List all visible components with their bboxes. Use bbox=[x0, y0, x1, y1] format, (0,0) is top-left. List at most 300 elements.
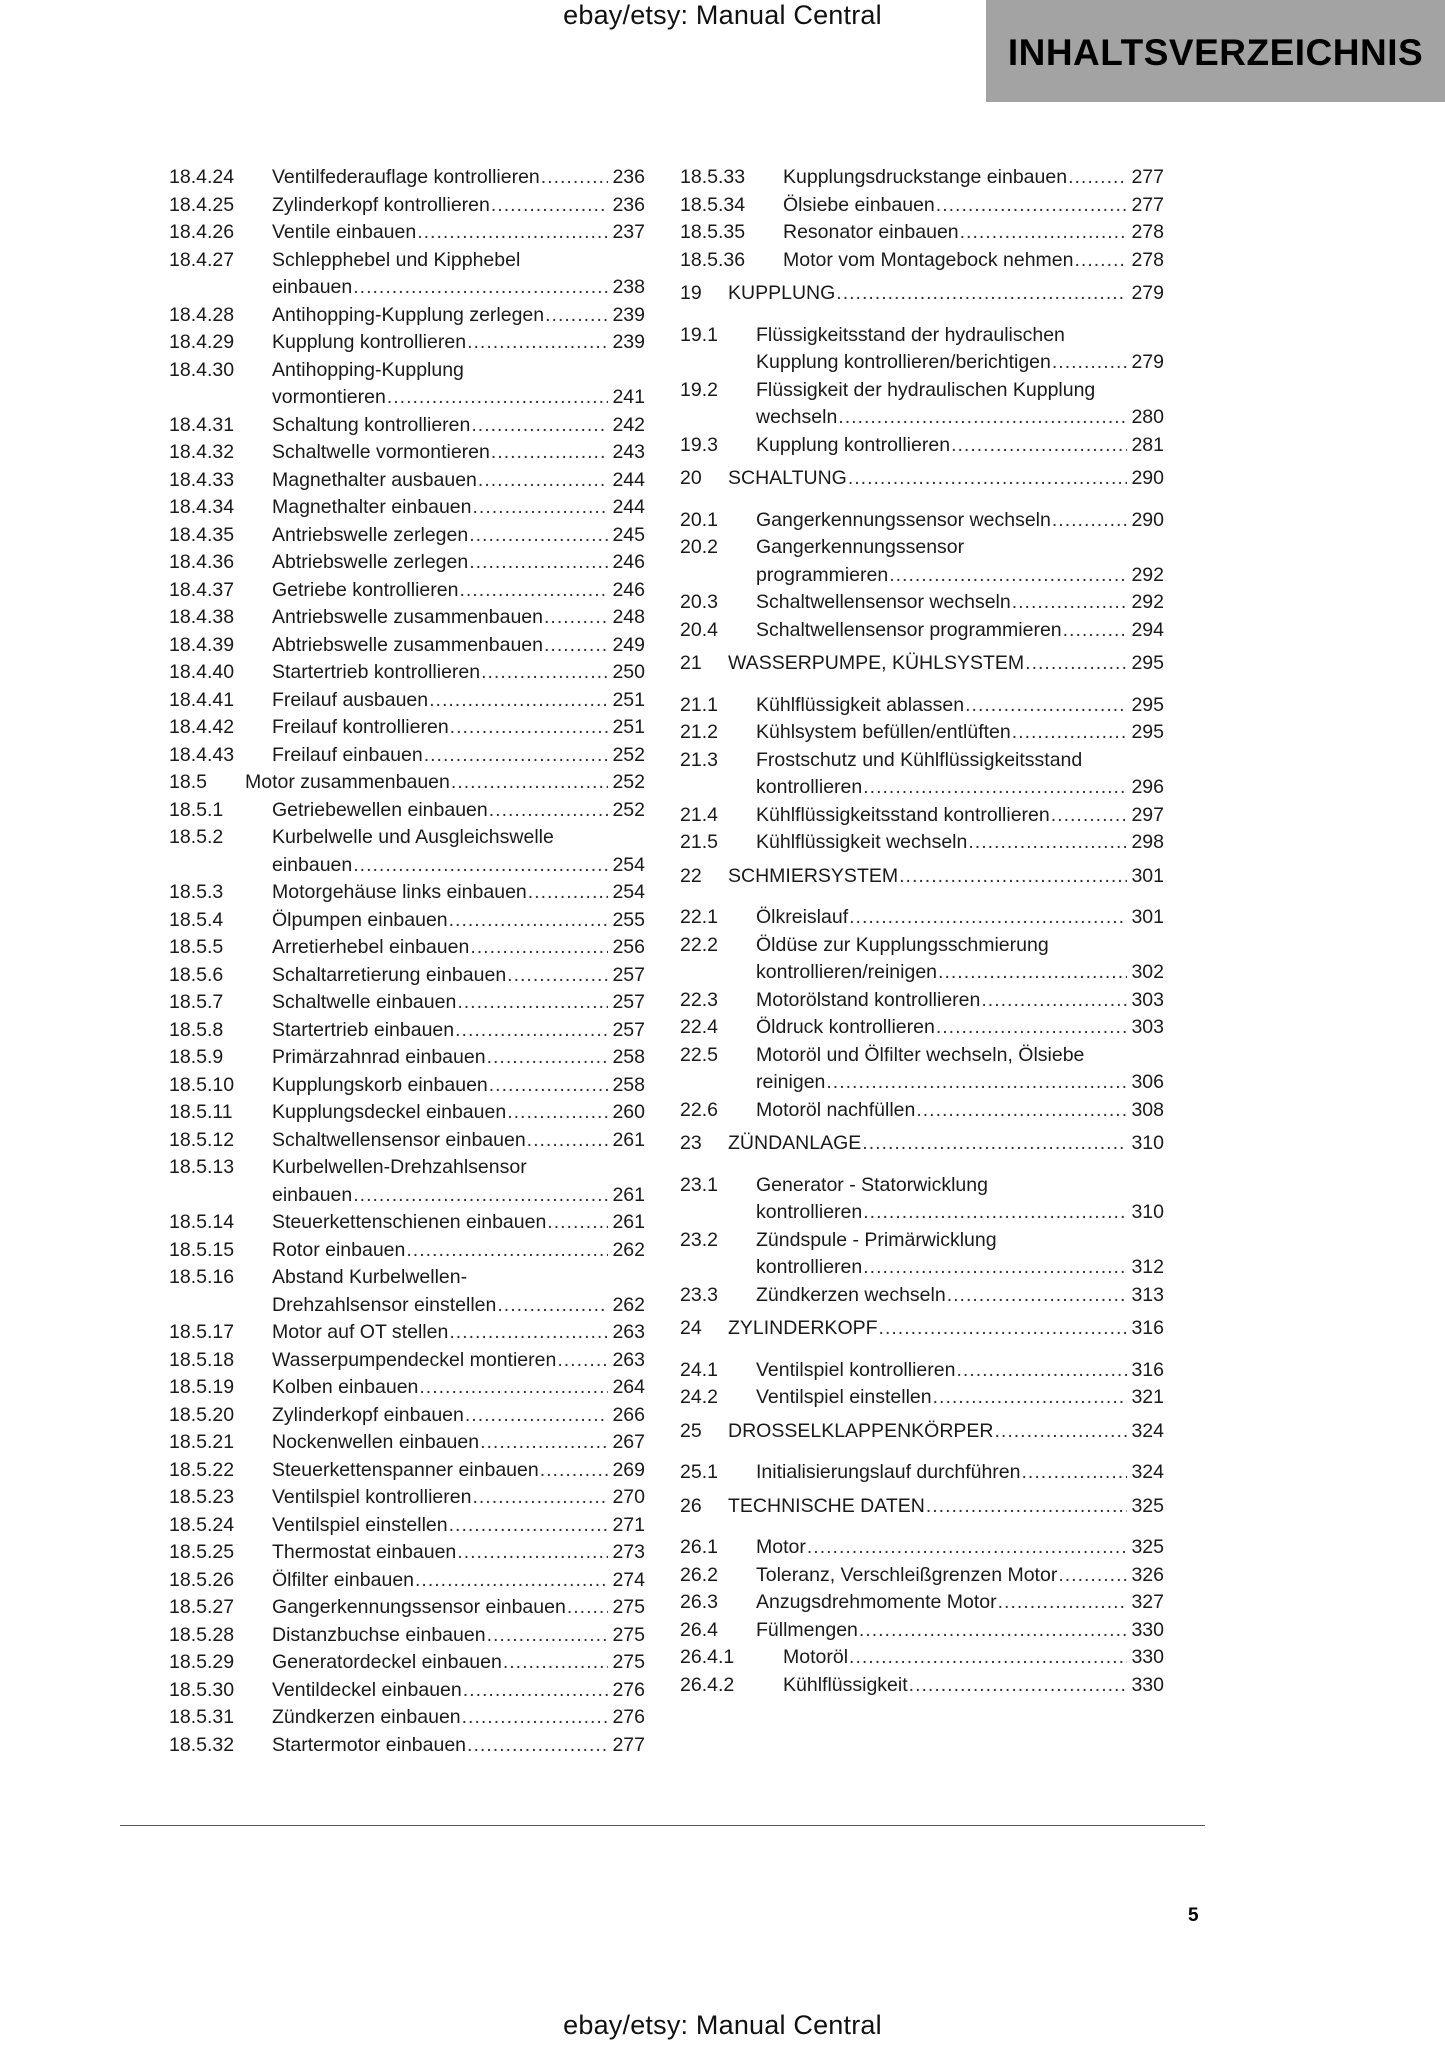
toc-entry-page: 257 bbox=[612, 963, 645, 986]
dot-leader bbox=[473, 494, 609, 522]
toc-entry-title: kontrollieren bbox=[756, 1201, 863, 1223]
toc-entry[interactable] bbox=[169, 604, 645, 632]
toc-entry[interactable] bbox=[680, 692, 1164, 720]
toc-entry[interactable] bbox=[169, 522, 645, 550]
dot-leader bbox=[463, 1677, 609, 1705]
toc-entry-title: Startertrieb einbauen bbox=[272, 1018, 455, 1041]
dot-leader bbox=[947, 1282, 1128, 1310]
toc-entry[interactable] bbox=[680, 1672, 1164, 1700]
dot-leader bbox=[916, 1097, 1127, 1125]
toc-entry[interactable] bbox=[169, 1044, 645, 1072]
toc-entry-title: Steuerkettenschienen einbauen bbox=[272, 1211, 547, 1233]
dot-leader bbox=[544, 632, 608, 660]
toc-entry-title: KUPPLUNG bbox=[728, 282, 836, 304]
toc-entry[interactable] bbox=[169, 1649, 645, 1677]
toc-entry[interactable] bbox=[680, 904, 1164, 932]
toc-entry-page: 297 bbox=[1131, 803, 1164, 826]
dot-leader bbox=[353, 852, 608, 880]
toc-entry-title: Zündkerzen einbauen bbox=[272, 1706, 461, 1728]
toc-entry-title: Motoröl nachfüllen bbox=[756, 1098, 916, 1121]
toc-entry[interactable] bbox=[169, 1374, 645, 1402]
toc-entry-number: 19.2 bbox=[680, 378, 718, 401]
toc-entry-number: 18.5.18 bbox=[169, 1348, 235, 1371]
toc-entry-title: ZÜNDANLAGE bbox=[728, 1132, 862, 1154]
toc-entry-page: 273 bbox=[612, 1541, 645, 1563]
toc-entry-page: 303 bbox=[1131, 1016, 1164, 1038]
toc-entry-page: 276 bbox=[612, 1678, 645, 1701]
toc-entry[interactable] bbox=[680, 1534, 1164, 1562]
page-title: INHALTSVERZEICHNIS bbox=[1007, 32, 1424, 73]
toc-entry[interactable] bbox=[169, 769, 645, 797]
toc-entry[interactable] bbox=[169, 1704, 645, 1732]
toc-entry-title: Startermotor einbauen bbox=[272, 1733, 467, 1756]
toc-entry[interactable] bbox=[169, 797, 645, 825]
toc-entry-number: 22.2 bbox=[680, 933, 718, 956]
dot-leader bbox=[951, 432, 1127, 460]
toc-entry-title: SCHMIERSYSTEM bbox=[728, 864, 899, 887]
dot-leader bbox=[863, 1254, 1127, 1282]
toc-entry[interactable] bbox=[680, 164, 1164, 192]
dot-leader bbox=[481, 659, 608, 687]
toc-entry-title: ZYLINDERKOPF bbox=[728, 1317, 878, 1339]
toc-entry-page: 252 bbox=[612, 771, 645, 793]
toc-entry-number: 20.4 bbox=[680, 618, 718, 641]
toc-entry[interactable] bbox=[169, 1539, 645, 1567]
toc-entry-page: 258 bbox=[612, 1046, 645, 1068]
toc-entry[interactable] bbox=[169, 989, 645, 1017]
toc-entry-page: 278 bbox=[1131, 248, 1164, 271]
toc-entry-number: 18.5.32 bbox=[169, 1733, 235, 1756]
toc-entry[interactable] bbox=[169, 1567, 645, 1595]
toc-entry-page: 251 bbox=[612, 716, 645, 738]
toc-entry-page: 261 bbox=[612, 1211, 645, 1233]
toc-chapter-entry[interactable] bbox=[680, 863, 1164, 891]
toc-entry[interactable] bbox=[169, 1072, 645, 1100]
toc-entry-title: Anzugsdrehmomente Motor bbox=[756, 1591, 997, 1613]
toc-entry-page: 324 bbox=[1131, 1461, 1164, 1483]
dot-leader bbox=[1012, 719, 1128, 747]
toc-entry-page: 258 bbox=[612, 1073, 645, 1096]
dot-leader bbox=[478, 467, 609, 495]
toc-entry-title: Kupplungsdeckel einbauen bbox=[272, 1101, 507, 1123]
toc-entry-number: 18.4.42 bbox=[169, 716, 235, 738]
dot-leader bbox=[541, 164, 609, 192]
toc-entry-title: Kolben einbauen bbox=[272, 1376, 419, 1398]
toc-entry-title: reinigen bbox=[756, 1071, 826, 1093]
toc-entry-page: 321 bbox=[1131, 1386, 1164, 1408]
toc-entry-page: 281 bbox=[1131, 433, 1164, 456]
toc-entry[interactable] bbox=[169, 742, 645, 770]
toc-entry-page: 290 bbox=[1131, 508, 1164, 531]
toc-entry[interactable] bbox=[169, 934, 645, 962]
toc-entry-number: 18.4.36 bbox=[169, 551, 235, 573]
toc-entry-number: 18.4.33 bbox=[169, 468, 235, 491]
toc-entry-title: programmieren bbox=[756, 563, 889, 586]
dot-leader bbox=[429, 687, 608, 715]
dot-leader bbox=[567, 1594, 609, 1622]
toc-entry-number: 18.4.41 bbox=[169, 688, 235, 711]
toc-entry[interactable] bbox=[169, 1512, 645, 1540]
toc-entry-title: Schaltung kontrollieren bbox=[272, 413, 471, 436]
toc-entry[interactable] bbox=[169, 1732, 645, 1760]
toc-entry-number: 18.4.39 bbox=[169, 633, 235, 656]
dot-leader bbox=[1052, 507, 1128, 535]
toc-entry-page: 277 bbox=[1131, 193, 1164, 216]
toc-entry-number: 18.4.43 bbox=[169, 743, 235, 766]
toc-entry-page: 256 bbox=[612, 936, 645, 958]
toc-entry-title: Kurbelwellen-Drehzahlsensor bbox=[272, 1156, 527, 1178]
toc-entry[interactable] bbox=[169, 907, 645, 935]
toc-entry-page: 246 bbox=[612, 551, 645, 573]
toc-entry[interactable] bbox=[169, 962, 645, 990]
toc-entry[interactable] bbox=[169, 1677, 645, 1705]
dot-leader bbox=[544, 604, 608, 632]
toc-entry-title: Kühlflüssigkeitsstand kontrollieren bbox=[756, 803, 1050, 826]
toc-entry[interactable] bbox=[680, 432, 1164, 460]
toc-entry-title: Getriebe kontrollieren bbox=[272, 578, 459, 601]
toc-entry-title: WASSERPUMPE, KÜHLSYSTEM bbox=[728, 652, 1025, 674]
toc-entry-title: Kupplung kontrollieren bbox=[756, 433, 951, 456]
toc-entry-number: 18.5.7 bbox=[169, 991, 224, 1013]
toc-entry-title: Motor zusammenbauen bbox=[245, 771, 450, 793]
dot-leader bbox=[938, 959, 1127, 987]
dot-leader bbox=[451, 769, 609, 797]
toc-entry-title: Motor auf OT stellen bbox=[272, 1321, 449, 1343]
toc-entry-title: Abtriebswelle zusammenbauen bbox=[272, 633, 543, 656]
toc-entry[interactable] bbox=[680, 1172, 1164, 1227]
dot-leader bbox=[960, 219, 1128, 247]
toc-entry[interactable] bbox=[169, 412, 645, 440]
dot-leader bbox=[449, 907, 609, 935]
toc-entry-number: 20.2 bbox=[680, 536, 718, 558]
toc-entry-page: 279 bbox=[1131, 351, 1164, 373]
toc-entry[interactable] bbox=[169, 1594, 645, 1622]
dot-leader bbox=[497, 1292, 608, 1320]
toc-entry-title: Antriebswelle zerlegen bbox=[272, 523, 469, 546]
toc-entry[interactable] bbox=[680, 219, 1164, 247]
toc-entry-page: 264 bbox=[612, 1376, 645, 1398]
toc-entry-page: 236 bbox=[612, 166, 645, 188]
toc-entry-page: 271 bbox=[612, 1513, 645, 1536]
dot-leader bbox=[415, 1567, 608, 1595]
toc-entry[interactable] bbox=[680, 192, 1164, 220]
toc-entry-number: 18.5.15 bbox=[169, 1238, 235, 1261]
dot-leader bbox=[471, 412, 608, 440]
toc-entry[interactable] bbox=[680, 802, 1164, 830]
toc-entry[interactable] bbox=[169, 632, 645, 660]
toc-entry-number: 18.5.13 bbox=[169, 1156, 235, 1178]
toc-entry[interactable] bbox=[680, 1097, 1164, 1125]
toc-entry-number: 18.4.32 bbox=[169, 441, 235, 463]
toc-entry-number: 21.5 bbox=[680, 831, 718, 853]
toc-entry[interactable] bbox=[169, 1484, 645, 1512]
toc-chapter-entry[interactable] bbox=[680, 465, 1164, 493]
toc-entry[interactable] bbox=[680, 1282, 1164, 1310]
dot-leader bbox=[419, 1374, 608, 1402]
toc-entry-title: Schaltwelle einbauen bbox=[272, 991, 457, 1013]
dot-leader bbox=[545, 302, 608, 330]
toc-entry-page: 276 bbox=[612, 1706, 645, 1728]
toc-entry[interactable] bbox=[680, 1589, 1164, 1617]
dot-leader bbox=[489, 797, 609, 825]
toc-entry[interactable] bbox=[680, 1617, 1164, 1645]
toc-entry-number: 18.5.19 bbox=[169, 1376, 235, 1398]
header-banner bbox=[986, 0, 1445, 102]
toc-entry[interactable] bbox=[169, 1209, 645, 1237]
toc-entry-number: 18.5.9 bbox=[169, 1046, 224, 1068]
toc-entry-page: 324 bbox=[1131, 1419, 1164, 1442]
toc-entry[interactable] bbox=[169, 219, 645, 247]
toc-entry[interactable] bbox=[169, 302, 645, 330]
toc-entry-number: 22.6 bbox=[680, 1098, 718, 1121]
toc-entry-page: 261 bbox=[612, 1128, 645, 1151]
dot-leader bbox=[417, 219, 608, 247]
dot-leader bbox=[1012, 589, 1128, 617]
toc-entry-title: Steuerkettenspanner einbauen bbox=[272, 1458, 539, 1481]
toc-entry[interactable] bbox=[169, 1099, 645, 1127]
toc-entry-number: 18.5.33 bbox=[680, 166, 746, 188]
dot-leader bbox=[965, 692, 1127, 720]
toc-entry[interactable] bbox=[680, 1644, 1164, 1672]
toc-chapter-entry[interactable] bbox=[680, 1418, 1164, 1446]
toc-entry[interactable] bbox=[169, 577, 645, 605]
dot-leader bbox=[455, 1017, 608, 1045]
toc-entry-number: 21.3 bbox=[680, 748, 718, 771]
toc-entry-number: 18.4.31 bbox=[169, 413, 235, 436]
toc-entry-page: 277 bbox=[612, 1733, 645, 1756]
toc-entry-page: 290 bbox=[1131, 467, 1164, 489]
toc-entry-number: 23.1 bbox=[680, 1173, 718, 1196]
toc-entry[interactable] bbox=[680, 747, 1164, 802]
dot-leader bbox=[406, 1237, 608, 1265]
toc-entry-title: Kupplung kontrollieren/berichtigen bbox=[756, 351, 1051, 373]
toc-entry[interactable] bbox=[169, 1429, 645, 1457]
toc-entry-page: 244 bbox=[612, 468, 645, 491]
toc-entry-number: 18.5.29 bbox=[169, 1651, 235, 1673]
toc-entry[interactable] bbox=[680, 719, 1164, 747]
toc-entry[interactable] bbox=[169, 467, 645, 495]
dot-leader bbox=[995, 1418, 1128, 1446]
dot-leader bbox=[547, 1209, 608, 1237]
toc-entry[interactable] bbox=[680, 829, 1164, 857]
toc-entry[interactable] bbox=[169, 192, 645, 220]
dot-leader bbox=[1074, 247, 1127, 275]
toc-entry[interactable] bbox=[169, 1319, 645, 1347]
toc-entry[interactable] bbox=[680, 589, 1164, 617]
toc-entry-page: 278 bbox=[1131, 221, 1164, 243]
toc-entry-number: 18.5.10 bbox=[169, 1073, 235, 1096]
toc-entry[interactable] bbox=[169, 1127, 645, 1155]
toc-entry-page: 316 bbox=[1131, 1358, 1164, 1381]
toc-entry-title: Flüssigkeit der hydraulischen Kupplung bbox=[756, 378, 1096, 401]
toc-entry[interactable] bbox=[169, 357, 645, 412]
toc-entry-title: Ventile einbauen bbox=[272, 221, 417, 243]
toc-entry-number: 18.5.23 bbox=[169, 1486, 235, 1508]
toc-entry-number: 18.4.30 bbox=[169, 358, 235, 381]
toc-entry-number: 18.5.1 bbox=[169, 798, 224, 821]
toc-entry-title: Zylinderkopf einbauen bbox=[272, 1403, 464, 1426]
toc-entry-page: 249 bbox=[612, 633, 645, 656]
dot-leader bbox=[424, 742, 609, 770]
dot-leader bbox=[472, 1484, 608, 1512]
toc-entry-title: Distanzbuchse einbauen bbox=[272, 1623, 486, 1646]
toc-entry[interactable] bbox=[169, 1347, 645, 1375]
dot-leader bbox=[1068, 164, 1127, 192]
toc-entry[interactable] bbox=[169, 824, 645, 879]
toc-entry[interactable] bbox=[169, 1402, 645, 1430]
toc-entry-number: 18.5.6 bbox=[169, 963, 224, 986]
toc-entry[interactable] bbox=[169, 1154, 645, 1209]
toc-entry[interactable] bbox=[680, 1384, 1164, 1412]
dot-leader bbox=[491, 439, 609, 467]
toc-entry[interactable] bbox=[169, 879, 645, 907]
toc-entry-page: 295 bbox=[1131, 721, 1164, 743]
toc-entry[interactable] bbox=[169, 549, 645, 577]
toc-entry-title: Nockenwellen einbauen bbox=[272, 1431, 480, 1453]
toc-entry-number: 22.3 bbox=[680, 988, 718, 1011]
toc-entry-page: 275 bbox=[612, 1623, 645, 1646]
toc-entry-number: 18.5.22 bbox=[169, 1458, 235, 1481]
dot-leader bbox=[889, 562, 1127, 590]
toc-entry[interactable] bbox=[169, 1457, 645, 1485]
toc-entry-number: 26.4.2 bbox=[680, 1673, 735, 1696]
dot-leader bbox=[936, 1014, 1128, 1042]
toc-entry-title: einbauen bbox=[272, 853, 353, 876]
toc-entry-title: Motor vom Montagebock nehmen bbox=[783, 248, 1074, 271]
dot-leader bbox=[849, 1644, 1127, 1672]
toc-entry[interactable] bbox=[680, 987, 1164, 1015]
toc-entry-page: 244 bbox=[612, 496, 645, 518]
toc-chapter-entry[interactable] bbox=[680, 650, 1164, 678]
toc-entry-number: 18.4.37 bbox=[169, 578, 235, 601]
toc-entry[interactable] bbox=[169, 439, 645, 467]
dot-leader bbox=[859, 1617, 1128, 1645]
toc-entry[interactable] bbox=[680, 247, 1164, 275]
toc-entry-page: 251 bbox=[612, 688, 645, 711]
toc-chapter-entry[interactable] bbox=[680, 1493, 1164, 1521]
toc-entry-title: Kühlsystem befüllen/entlüften bbox=[756, 721, 1011, 743]
toc-entry-page: 252 bbox=[612, 798, 645, 821]
page-number: 5 bbox=[1188, 1905, 1199, 1926]
toc-entry[interactable] bbox=[169, 1237, 645, 1265]
toc-entry[interactable] bbox=[680, 1357, 1164, 1385]
toc-column-right bbox=[680, 164, 1164, 1699]
toc-chapter-entry[interactable] bbox=[680, 280, 1164, 308]
toc-entry-number: 22.1 bbox=[680, 906, 718, 928]
toc-entry-number: 23.3 bbox=[680, 1283, 718, 1306]
toc-entry-page: 301 bbox=[1131, 906, 1164, 928]
toc-entry-page: 257 bbox=[612, 1018, 645, 1041]
toc-entry[interactable] bbox=[680, 507, 1164, 535]
footer-divider bbox=[120, 1825, 1205, 1826]
toc-entry[interactable] bbox=[680, 1459, 1164, 1487]
toc-entry-page: 246 bbox=[612, 578, 645, 601]
dot-leader bbox=[491, 192, 609, 220]
toc-entry[interactable] bbox=[680, 1014, 1164, 1042]
toc-entry-page: 306 bbox=[1131, 1071, 1164, 1093]
toc-entry[interactable] bbox=[169, 494, 645, 522]
toc-entry[interactable] bbox=[169, 714, 645, 742]
toc-entry-page: 302 bbox=[1131, 961, 1164, 983]
toc-entry-page: 254 bbox=[612, 853, 645, 876]
toc-entry[interactable] bbox=[680, 1042, 1164, 1097]
toc-entry[interactable] bbox=[680, 534, 1164, 589]
toc-entry-title: Thermostat einbauen bbox=[272, 1541, 457, 1563]
toc-entry-page: 261 bbox=[612, 1183, 645, 1206]
toc-entry-title: Magnethalter ausbauen bbox=[272, 468, 477, 491]
toc-entry[interactable] bbox=[680, 1562, 1164, 1590]
dot-leader bbox=[527, 1127, 609, 1155]
toc-entry[interactable] bbox=[169, 247, 645, 302]
toc-entry-title: Kurbelwelle und Ausgleichswelle bbox=[272, 826, 554, 848]
dot-leader bbox=[849, 904, 1127, 932]
toc-entry-page: 327 bbox=[1131, 1591, 1164, 1613]
toc-chapter-entry[interactable] bbox=[680, 1130, 1164, 1158]
toc-entry-title: Zündspule - Primärwicklung bbox=[756, 1228, 997, 1251]
toc-entry-title: Schlepphebel und Kipphebel bbox=[272, 248, 521, 271]
toc-entry-page: 303 bbox=[1131, 988, 1164, 1011]
toc-entry-title: Wasserpumpendeckel montieren bbox=[272, 1348, 557, 1371]
toc-entry-number: 26.1 bbox=[680, 1536, 718, 1558]
toc-entry[interactable] bbox=[169, 329, 645, 357]
toc-entry-title: Ventildeckel einbauen bbox=[272, 1678, 462, 1701]
toc-chapter-entry[interactable] bbox=[680, 1315, 1164, 1343]
toc-entry-page: 274 bbox=[612, 1568, 645, 1591]
toc-entry[interactable] bbox=[680, 322, 1164, 377]
toc-entry-title: Kupplung kontrollieren bbox=[272, 331, 467, 353]
toc-entry-title: Gangerkennungssensor bbox=[756, 536, 965, 558]
toc-entry-number: 18.4.25 bbox=[169, 193, 235, 216]
toc-entry-number: 24.2 bbox=[680, 1386, 718, 1408]
toc-entry-number: 18.4.28 bbox=[169, 303, 235, 326]
dot-leader bbox=[480, 1429, 608, 1457]
toc-entry-title: Schaltwellensensor einbauen bbox=[272, 1128, 526, 1151]
toc-entry[interactable] bbox=[680, 1227, 1164, 1282]
dot-leader bbox=[487, 1622, 609, 1650]
toc-entry[interactable] bbox=[169, 1017, 645, 1045]
toc-entry[interactable] bbox=[680, 377, 1164, 432]
toc-entry-page: 239 bbox=[612, 331, 645, 353]
toc-entry-page: 257 bbox=[612, 991, 645, 1013]
toc-entry-number: 18.5.31 bbox=[169, 1706, 235, 1728]
toc-entry-title: Gangerkennungssensor wechseln bbox=[756, 508, 1051, 531]
toc-entry[interactable] bbox=[169, 164, 645, 192]
dot-leader bbox=[467, 1732, 608, 1760]
watermark-top: ebay/etsy: Manual Central bbox=[563, 0, 882, 30]
dot-leader bbox=[981, 987, 1127, 1015]
toc-entry-number: 18.5.4 bbox=[169, 908, 224, 931]
toc-entry[interactable] bbox=[169, 1622, 645, 1650]
dot-leader bbox=[863, 1199, 1127, 1227]
toc-entry-number: 22.5 bbox=[680, 1043, 718, 1066]
toc-entry[interactable] bbox=[169, 1264, 645, 1319]
toc-entry[interactable] bbox=[169, 659, 645, 687]
toc-entry-page: 266 bbox=[612, 1403, 645, 1426]
toc-entry-title: Schaltwellensensor programmieren bbox=[756, 618, 1062, 641]
toc-entry-number: 18.5.34 bbox=[680, 193, 746, 216]
toc-entry-number: 18.5.36 bbox=[680, 248, 746, 271]
toc-entry-page: 275 bbox=[612, 1596, 645, 1618]
toc-entry-number: 21.1 bbox=[680, 693, 718, 716]
toc-entry[interactable] bbox=[169, 687, 645, 715]
toc-entry-title: Ventilspiel kontrollieren bbox=[272, 1486, 472, 1508]
toc-entry[interactable] bbox=[680, 617, 1164, 645]
dot-leader bbox=[507, 962, 608, 990]
toc-entry-title: Freilauf einbauen bbox=[272, 743, 423, 766]
toc-entry[interactable] bbox=[680, 932, 1164, 987]
toc-entry-number: 18.4.34 bbox=[169, 496, 235, 518]
toc-entry-title: Kühlflüssigkeit ablassen bbox=[756, 693, 965, 716]
